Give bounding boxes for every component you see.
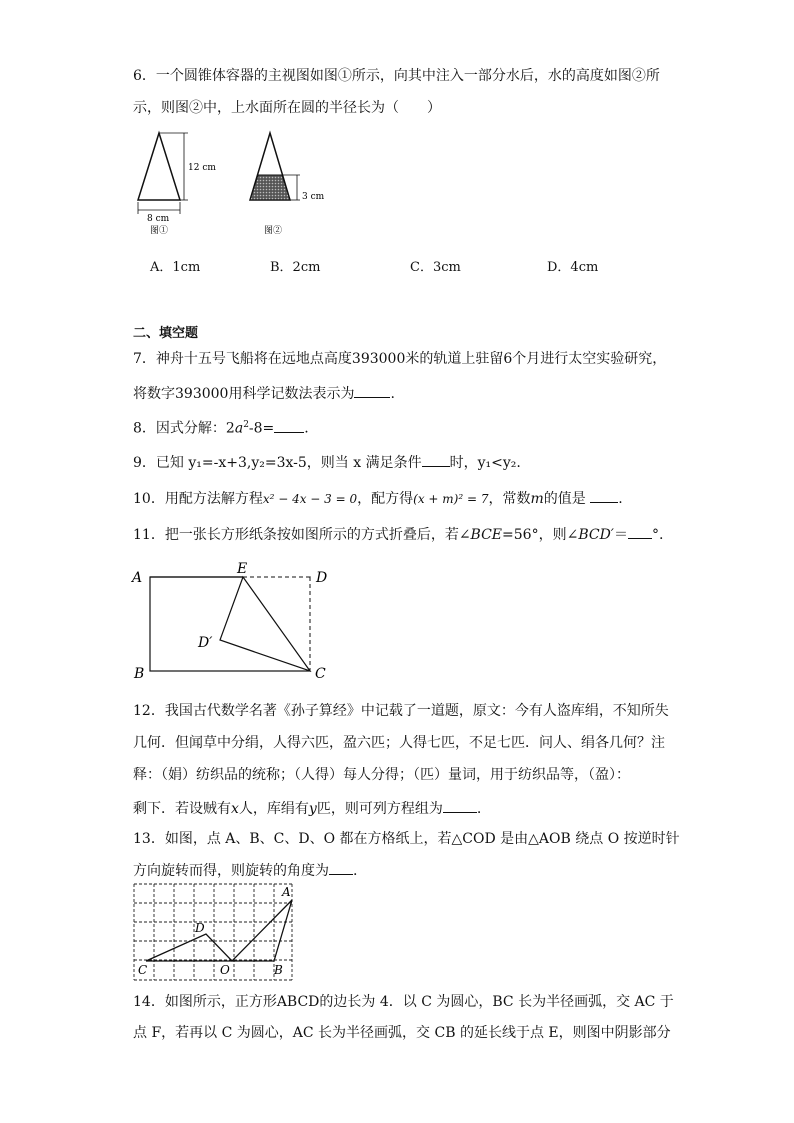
q11-angle1: BCE (470, 527, 503, 543)
q11-point-a: A (132, 570, 143, 586)
q6-option-b: B．2cm (270, 260, 321, 275)
q9-end: 时，y₁<y₂. (449, 455, 521, 471)
q8-answer-blank (274, 418, 304, 433)
q10-mid: ，配方得 (357, 491, 414, 507)
section-title: 二、填空题 (133, 326, 199, 341)
q12-answer-blank (443, 798, 477, 813)
fig2-height-label: 3 cm (302, 192, 325, 202)
q10-post: ，常数 (488, 491, 531, 507)
fig2-caption: 图② (264, 226, 283, 236)
q11-answer-blank (628, 524, 652, 539)
q13-point-o: O (220, 963, 230, 977)
q13-point-a: A (282, 885, 291, 899)
q13-point-d: D (195, 921, 205, 935)
q10-var: m (530, 491, 544, 507)
q11-point-d: D (316, 570, 328, 586)
q10-pre: 10．用配方法解方程 (133, 491, 263, 507)
paper-rect (150, 577, 310, 671)
q11-pre: 11．把一张长方形纸条按如图所示的方式折叠后，若∠ (133, 527, 471, 543)
q13-line2-text: 方向旋转而得，则旋转的角度为 (133, 863, 329, 879)
q6-figure (130, 128, 340, 240)
q12-var-y: y (308, 801, 317, 817)
q8-line (133, 416, 309, 438)
q8-var: a (234, 420, 244, 437)
q8-end: . (304, 420, 309, 437)
triangles (146, 900, 292, 961)
q12-line4-mid: 人，库绢有 (238, 801, 309, 817)
q7-line2 (133, 383, 395, 403)
q10-post2: 的值是 (543, 491, 586, 507)
fig1-width-label: 8 cm (147, 214, 170, 224)
q8-pre: 8．因式分解：2 (133, 420, 235, 437)
q13-line1: 13．如图，点 A、B、C、D、O 都在方格纸上，若△COD 是由△AOB 绕点 O 按逆时针 (133, 831, 680, 847)
q10-equation: x² − 4x − 3 = 0 (262, 492, 358, 506)
q7-line1: 7．神舟十五号飞船将在远地点高度393000米的轨道上驻留6个月进行太空实验研究， (133, 351, 667, 367)
q11-point-dprime: D′ (198, 635, 213, 651)
q13-point-c: C (138, 963, 148, 977)
q12-line3: 释：（娟）纺织品的统称；（人得）每人分得；（匹）量词，用于纺织品等，（盈）： (133, 767, 630, 783)
q12-line4-post: 匹，则可列方程组为 (316, 801, 443, 817)
q14-line2: 点 F，若再以 C 为圆心，AC 长为半径画弧，交 CB 的延长线于点 E，则图中阴影部分 (133, 1025, 671, 1041)
cone-figure-1 (138, 133, 216, 236)
q7-end: . (390, 386, 395, 402)
q11-figure (128, 562, 338, 686)
q12-line1: 12．我国古代数学名著《孙子算经》中记载了一道题，原文：今有人盗库绢，不知所失 (133, 703, 669, 719)
q6-line1: 6．一个圆锥体容器的主视图如图①所示，向其中注入一部分水后，水的高度如图②所 (133, 68, 660, 84)
q11-angle2: BCD′ (578, 527, 614, 543)
cone-figure-2 (250, 133, 325, 236)
q11-line (133, 524, 663, 544)
q13-point-b: B (274, 963, 283, 977)
q10-line (133, 488, 623, 508)
q11-post: ＝ (613, 527, 628, 543)
q10-answer-blank (590, 488, 618, 503)
q10-end: . (618, 491, 623, 507)
q6-line2: 示，则图②中，上水面所在圆的半径长为（ ） (133, 100, 441, 116)
fig1-caption: 图① (150, 226, 169, 236)
q11-point-e: E (237, 562, 248, 577)
q13-line2 (133, 860, 357, 880)
q7-line2-text: 将数字393000用科学记数法表示为 (133, 386, 355, 402)
q12-line4-pre: 剩下．若设贼有 (133, 801, 231, 817)
q13-end: . (353, 863, 358, 879)
q12-line2: 几何．但闻草中分绢，人得六匹，盈六匹；人得七匹，不足七匹．问人、绢各几何？注 (133, 735, 665, 751)
q14-line1: 14．如图所示，正方形ABCD的边长为 4．以 C 为圆心，BC 长为半径画弧，交 AC 于 (133, 994, 674, 1010)
q12-var-x: x (231, 801, 239, 817)
fig1-height-label: 12 cm (188, 163, 216, 173)
q6-option-a: A．1cm (150, 260, 201, 275)
q11-mid: =56°，则∠ (502, 527, 579, 543)
q6-option-d: D．4cm (547, 260, 599, 275)
q9-text: 9．已知 y₁=-x+3,y₂=3x-5，则当 x 满足条件 (133, 455, 422, 471)
q12-line4 (133, 798, 481, 818)
q8-post: -8= (248, 420, 275, 437)
q9-line (133, 452, 521, 472)
q8-sup: 2 (243, 420, 249, 430)
q7-answer-blank (354, 383, 390, 398)
folded-triangle (220, 577, 310, 671)
q11-end: °. (651, 527, 664, 543)
q11-point-c: C (315, 666, 326, 682)
q12-end: . (476, 801, 482, 817)
q13-answer-blank (329, 860, 353, 875)
q9-answer-blank (422, 452, 450, 467)
q11-point-b: B (134, 666, 145, 682)
q13-figure (132, 882, 298, 982)
q6-option-c: C．3cm (410, 260, 461, 275)
q10-equation2: (x + m)² = 7 (413, 492, 489, 506)
grid (134, 884, 292, 980)
